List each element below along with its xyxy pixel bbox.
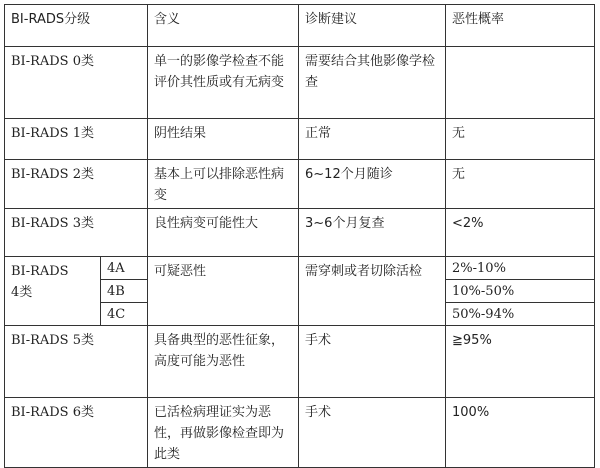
advice-cell: 3~6个月复查 bbox=[299, 209, 446, 257]
meaning-cell: 阴性结果 bbox=[148, 119, 299, 160]
meaning-cell: 单一的影像学检查不能评价其性质或有无病变 bbox=[148, 47, 299, 119]
probability-cell: 无 bbox=[446, 160, 595, 209]
grade-cell: BI-RADS 6类 bbox=[5, 398, 148, 468]
header-meaning: 含义 bbox=[148, 5, 299, 47]
grade-cell: BI-RADS 0类 bbox=[5, 47, 148, 119]
probability-cell: 100% bbox=[446, 398, 595, 468]
meaning-cell: 可疑恶性 bbox=[148, 257, 299, 326]
probability-cell: ≧95% bbox=[446, 326, 595, 398]
grade-4-line2: 4类 bbox=[11, 285, 33, 300]
table-row-4a bbox=[5, 257, 595, 280]
grade-cell: BI-RADS 2类 bbox=[5, 160, 148, 209]
header-grade: BI-RADS分级 bbox=[5, 5, 148, 47]
advice-cell: 6~12个月随诊 bbox=[299, 160, 446, 209]
meaning-cell: 良性病变可能性大 bbox=[148, 209, 299, 257]
meaning-cell: 已活检病理证实为恶性，再做影像检查即为此类 bbox=[148, 398, 299, 468]
header-probability: 恶性概率 bbox=[446, 5, 595, 47]
probability-4a: 2%-10% bbox=[446, 257, 595, 280]
advice-cell: 需要结合其他影像学检查 bbox=[299, 47, 446, 119]
subgrade-4c: 4C bbox=[101, 303, 148, 326]
birads-table bbox=[4, 4, 595, 468]
table-row bbox=[5, 160, 595, 209]
probability-cell bbox=[446, 47, 595, 119]
grade-cell: BI-RADS 3类 bbox=[5, 209, 148, 257]
grade-4-line1: BI-RADS bbox=[11, 264, 69, 279]
header-advice: 诊断建议 bbox=[299, 5, 446, 47]
subgrade-4b: 4B bbox=[101, 280, 148, 303]
advice-cell: 手术 bbox=[299, 326, 446, 398]
grade-cell: BI-RADS 1类 bbox=[5, 119, 148, 160]
probability-cell: 无 bbox=[446, 119, 595, 160]
grade-cell: BI-RADS 5类 bbox=[5, 326, 148, 398]
probability-4b: 10%-50% bbox=[446, 280, 595, 303]
advice-cell: 正常 bbox=[299, 119, 446, 160]
probability-4c: 50%-94% bbox=[446, 303, 595, 326]
probability-cell: <2% bbox=[446, 209, 595, 257]
grade-cell-4 bbox=[5, 257, 101, 326]
table-row bbox=[5, 209, 595, 257]
table-row bbox=[5, 47, 595, 119]
header-row bbox=[5, 5, 595, 47]
table-row bbox=[5, 326, 595, 398]
advice-cell: 手术 bbox=[299, 398, 446, 468]
advice-cell: 需穿刺或者切除活检 bbox=[299, 257, 446, 326]
meaning-cell: 具备典型的恶性征象，高度可能为恶性 bbox=[148, 326, 299, 398]
table-row bbox=[5, 398, 595, 468]
table-row bbox=[5, 119, 595, 160]
meaning-cell: 基本上可以排除恶性病变 bbox=[148, 160, 299, 209]
subgrade-4a: 4A bbox=[101, 257, 148, 280]
